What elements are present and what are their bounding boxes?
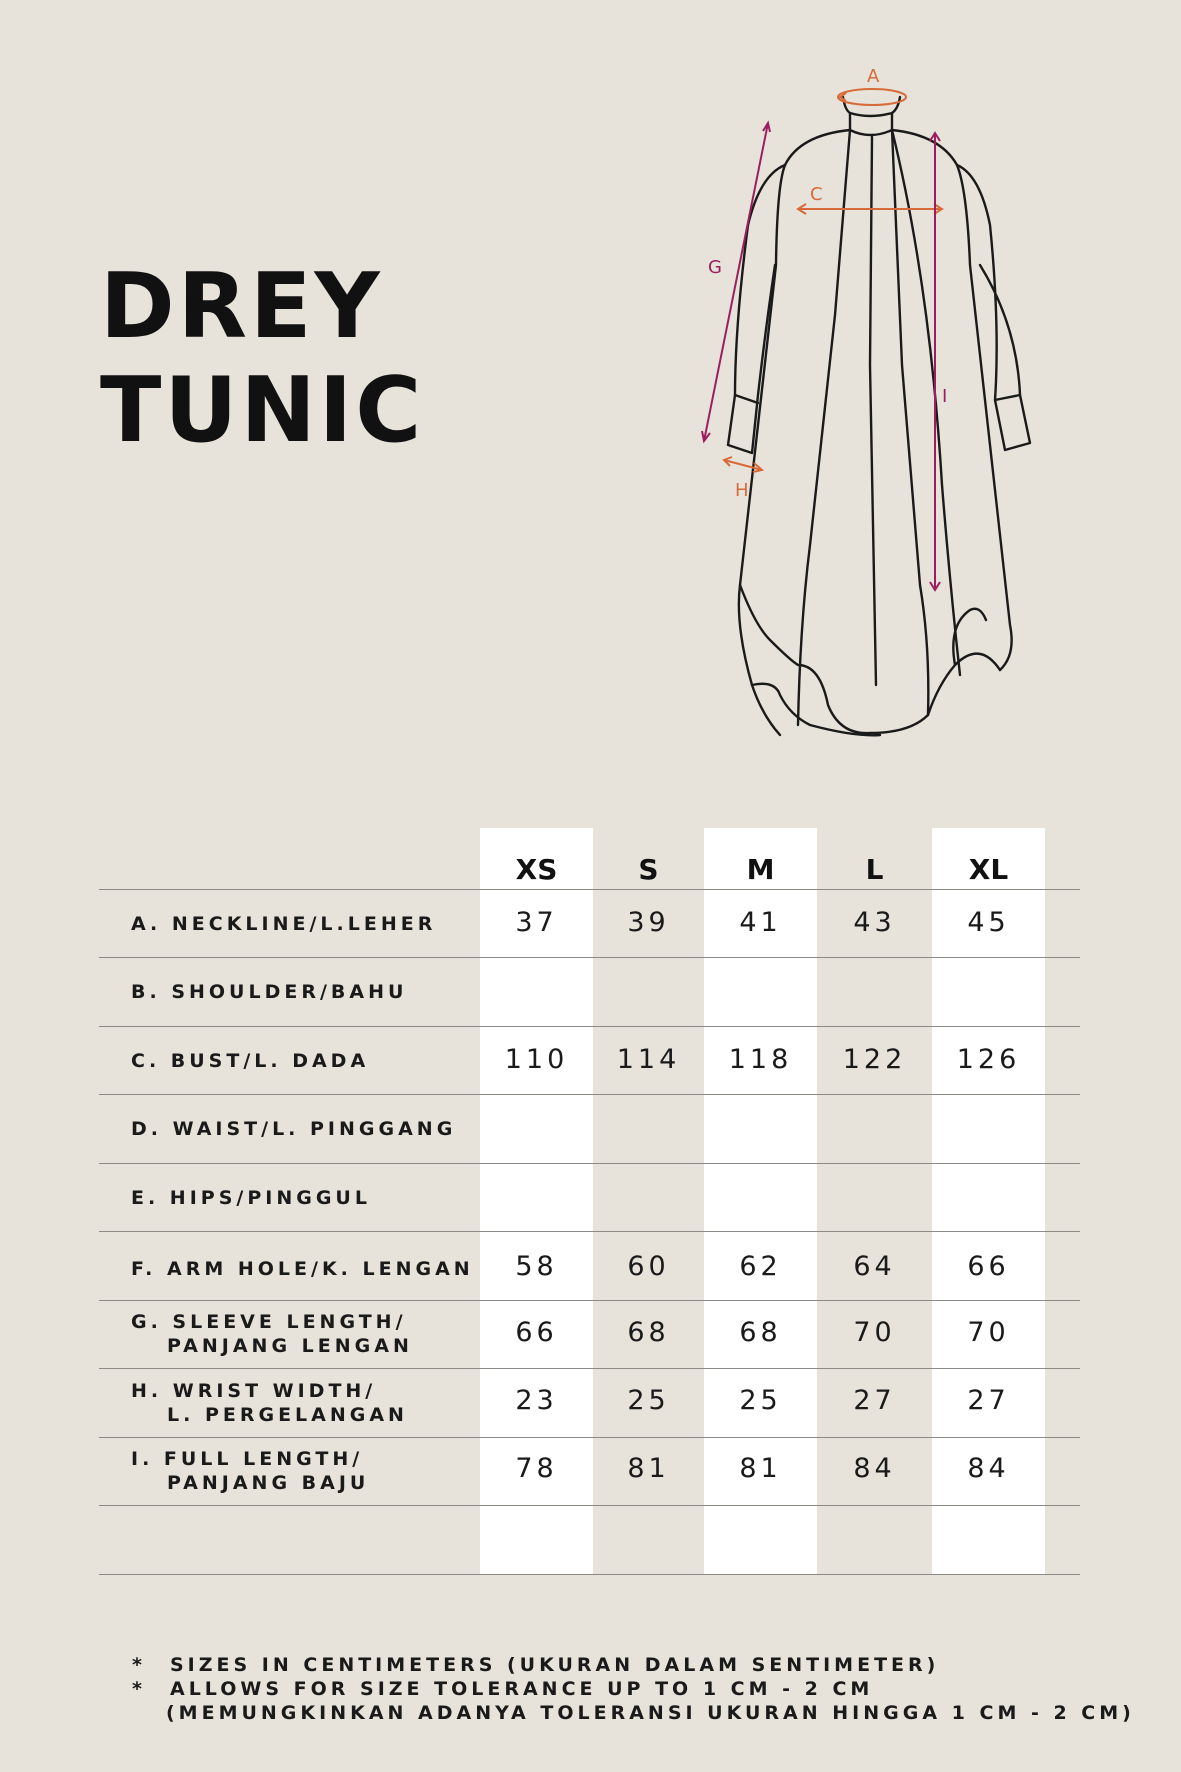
cell-sleeve-length-m: 68 bbox=[739, 1317, 782, 1348]
size-header-l: L bbox=[865, 853, 884, 886]
cell-wrist-width-l: 27 bbox=[853, 1385, 896, 1416]
cell-neckline-m: 41 bbox=[739, 907, 782, 938]
row-label-hips: E. HIPS/PINGGUL bbox=[131, 1187, 371, 1209]
row-label-neckline: A. NECKLINE/L.LEHER bbox=[131, 913, 437, 935]
footnote-tolerance: * ALLOWS FOR SIZE TOLERANCE UP TO 1 CM - 2 CM bbox=[132, 1678, 874, 1700]
row-label-sleeve-length: G. SLEEVE LENGTH/ PANJANG LENGAN bbox=[131, 1311, 413, 1357]
label-h: H bbox=[735, 480, 749, 501]
cell-arm-hole-s: 60 bbox=[627, 1251, 670, 1282]
cell-arm-hole-m: 62 bbox=[739, 1251, 782, 1282]
cell-wrist-width-xs: 23 bbox=[515, 1385, 558, 1416]
tunic-outline bbox=[728, 97, 1030, 735]
table-divider bbox=[99, 1300, 1080, 1301]
cell-full-length-xl: 84 bbox=[967, 1453, 1010, 1484]
table-divider bbox=[99, 957, 1080, 958]
table-divider bbox=[99, 1437, 1080, 1438]
table-divider bbox=[99, 1505, 1080, 1506]
cell-neckline-xl: 45 bbox=[967, 907, 1010, 938]
footnotes bbox=[132, 1653, 1135, 1725]
footnote-units: * SIZES IN CENTIMETERS (UKURAN DALAM SENTIMETER) bbox=[132, 1654, 940, 1676]
size-header-m: M bbox=[746, 853, 775, 886]
table-divider bbox=[99, 1231, 1080, 1232]
cell-arm-hole-l: 64 bbox=[853, 1251, 896, 1282]
label-c: C bbox=[810, 184, 823, 205]
row-label-shoulder: B. SHOULDER/BAHU bbox=[131, 981, 408, 1003]
footnote-tolerance-translation: (MEMUNGKINKAN ADANYA TOLERANSI UKURAN HINGGA 1 CM - 2 CM) bbox=[166, 1702, 1135, 1724]
cell-full-length-l: 84 bbox=[853, 1453, 896, 1484]
cell-sleeve-length-xs: 66 bbox=[515, 1317, 558, 1348]
size-header-s: S bbox=[638, 853, 659, 886]
row-label-waist: D. WAIST/L. PINGGANG bbox=[131, 1118, 457, 1140]
tunic-illustration bbox=[680, 65, 1040, 765]
table-divider bbox=[99, 889, 1080, 890]
row-label-bust: C. BUST/L. DADA bbox=[131, 1050, 370, 1072]
cell-arm-hole-xs: 58 bbox=[515, 1251, 558, 1282]
row-label-full-length: I. FULL LENGTH/ PANJANG BAJU bbox=[131, 1448, 370, 1494]
label-i: I bbox=[942, 386, 948, 407]
measurement-h bbox=[724, 457, 762, 501]
cell-bust-s: 114 bbox=[616, 1044, 681, 1075]
row-label-wrist-width: H. WRIST WIDTH/ L. PERGELANGAN bbox=[131, 1380, 408, 1426]
cell-arm-hole-xl: 66 bbox=[967, 1251, 1010, 1282]
size-header-xl: XL bbox=[968, 853, 1009, 886]
cell-bust-xs: 110 bbox=[504, 1044, 569, 1075]
size-header-xs: XS bbox=[515, 853, 558, 886]
title-line-1: DREY bbox=[100, 254, 383, 359]
measurement-a bbox=[838, 66, 906, 105]
cell-neckline-l: 43 bbox=[853, 907, 896, 938]
label-a: A bbox=[867, 66, 880, 87]
title-line-2: TUNIC bbox=[100, 358, 425, 463]
cell-wrist-width-s: 25 bbox=[627, 1385, 670, 1416]
cell-full-length-xs: 78 bbox=[515, 1453, 558, 1484]
cell-full-length-s: 81 bbox=[627, 1453, 670, 1484]
product-title bbox=[100, 255, 424, 463]
cell-wrist-width-xl: 27 bbox=[967, 1385, 1010, 1416]
label-g: G bbox=[708, 257, 722, 278]
cell-neckline-xs: 37 bbox=[515, 907, 558, 938]
table-divider bbox=[99, 1574, 1080, 1575]
table-divider bbox=[99, 1163, 1080, 1164]
size-table bbox=[99, 828, 1080, 1575]
cell-neckline-s: 39 bbox=[627, 907, 670, 938]
table-divider bbox=[99, 1094, 1080, 1095]
cell-full-length-m: 81 bbox=[739, 1453, 782, 1484]
measurement-c bbox=[798, 184, 942, 214]
cell-bust-l: 122 bbox=[842, 1044, 907, 1075]
cell-sleeve-length-xl: 70 bbox=[967, 1317, 1010, 1348]
row-label-arm-hole: F. ARM HOLE/K. LENGAN bbox=[131, 1258, 474, 1280]
table-divider bbox=[99, 1368, 1080, 1369]
cell-sleeve-length-l: 70 bbox=[853, 1317, 896, 1348]
cell-bust-xl: 126 bbox=[956, 1044, 1021, 1075]
table-divider bbox=[99, 1026, 1080, 1027]
cell-wrist-width-m: 25 bbox=[739, 1385, 782, 1416]
cell-sleeve-length-s: 68 bbox=[627, 1317, 670, 1348]
cell-bust-m: 118 bbox=[728, 1044, 793, 1075]
